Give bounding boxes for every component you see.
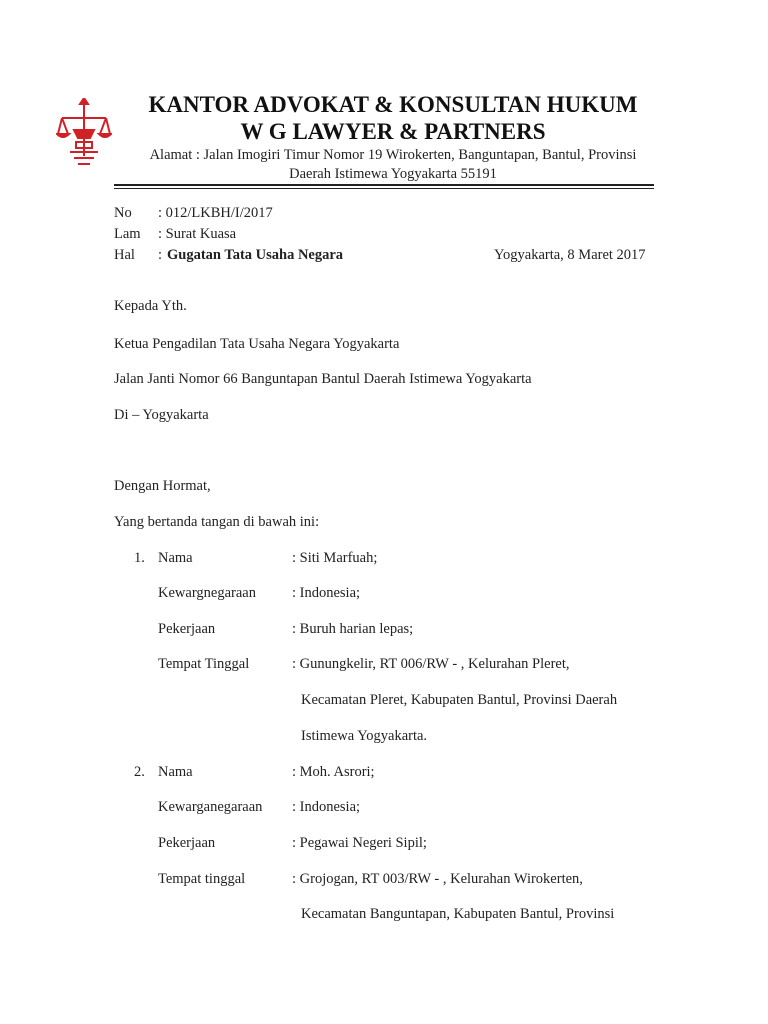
field-value-tempat-tinggal-cont: Kecamatan Banguntapan, Kabupaten Bantul, Provinsi	[301, 906, 615, 922]
intro-text: Yang bertanda tangan di bawah ini:	[114, 514, 320, 530]
recipient-name: Ketua Pengadilan Tata Usaha Negara Yogyakarta	[114, 336, 400, 352]
field-label-tempat-tinggal: Tempat Tinggal	[158, 656, 250, 672]
letterhead-divider-thin	[114, 188, 654, 189]
field-value-nama: : Siti Marfuah;	[292, 550, 378, 566]
field-value-kewarganegaraan: : Indonesia;	[292, 799, 361, 815]
hal-value: Gugatan Tata Usaha Negara	[167, 247, 344, 263]
field-label-tempat-tinggal: Tempat tinggal	[158, 871, 246, 887]
recipient-greeting: Kepada Yth.	[114, 298, 187, 314]
recipient-address: Jalan Janti Nomor 66 Banguntapan Bantul Daerah Istimewa Yogyakarta	[114, 371, 532, 387]
field-label-kewarganegaraan: Kewarganegaraan	[158, 799, 263, 815]
field-label-kewarganegaraan: Kewargnegaraan	[158, 585, 256, 601]
field-value-pekerjaan: : Buruh harian lepas;	[292, 621, 414, 637]
list-number: 1.	[134, 550, 145, 566]
salutation: Dengan Hormat,	[114, 478, 211, 494]
field-value-nama: : Moh. Asrori;	[292, 764, 375, 780]
field-value-tempat-tinggal-cont: Kecamatan Pleret, Kabupaten Bantul, Provinsi Daerah	[301, 692, 618, 708]
field-value-tempat-tinggal-cont: Istimewa Yogyakarta.	[301, 728, 428, 744]
field-label-pekerjaan: Pekerjaan	[158, 835, 216, 851]
field-value-tempat-tinggal: : Grojogan, RT 003/RW - , Kelurahan Wirokerten,	[292, 871, 583, 887]
hal-label: Hal	[114, 247, 135, 263]
list-number: 2.	[134, 764, 145, 780]
place-date: Yogyakarta, 8 Maret 2017	[494, 247, 646, 263]
no-value: : 012/LKBH/I/2017	[158, 205, 273, 221]
field-label-nama: Nama	[158, 764, 193, 780]
hal-colon: :	[158, 247, 163, 263]
lam-label: Lam	[114, 226, 141, 242]
recipient-city: Di – Yogyakarta	[114, 407, 209, 423]
firm-name-line1: KANTOR ADVOKAT & KONSULTAN HUKUM	[148, 92, 638, 117]
firm-name-line2: W G LAWYER & PARTNERS	[240, 119, 546, 144]
letterhead-divider-thick	[114, 184, 654, 186]
lam-value: : Surat Kuasa	[158, 226, 237, 242]
field-label-nama: Nama	[158, 550, 193, 566]
field-value-kewarganegaraan: : Indonesia;	[292, 585, 361, 601]
field-value-pekerjaan: : Pegawai Negeri Sipil;	[292, 835, 427, 851]
no-label: No	[114, 205, 132, 221]
field-value-tempat-tinggal: : Gunungkelir, RT 006/RW - , Kelurahan Pleret,	[292, 656, 570, 672]
field-label-pekerjaan: Pekerjaan	[158, 621, 216, 637]
firm-address-line2: Daerah Istimewa Yogyakarta 55191	[289, 166, 497, 182]
firm-address-line1: Alamat : Jalan Imogiri Timur Nomor 19 Wirokerten, Banguntapan, Bantul, Provinsi	[149, 147, 637, 163]
